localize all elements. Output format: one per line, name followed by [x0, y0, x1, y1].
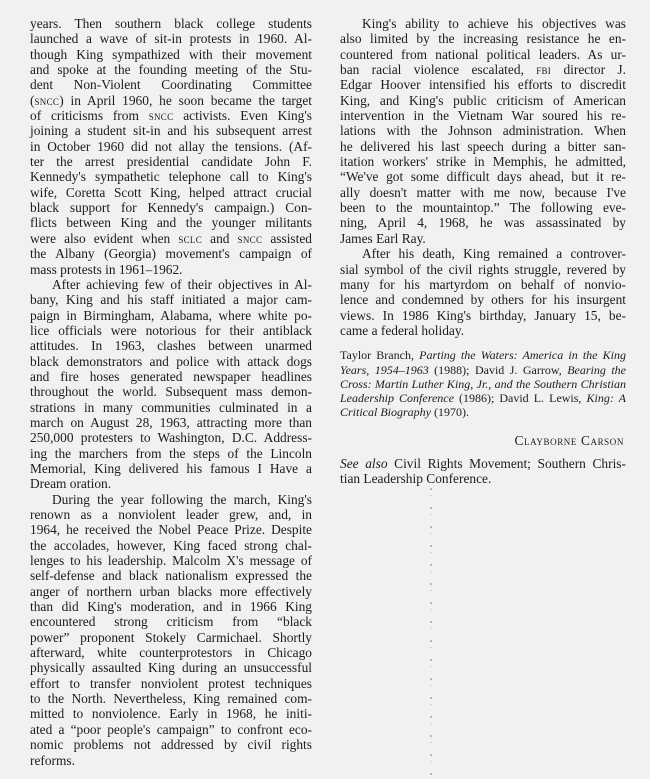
text-line: the Albany (Georgia) movement's campaign of — [30, 246, 312, 262]
text-line: ning, April 4, 1968, he was assassinated by — [340, 215, 626, 231]
text-line: black demonstrators and police with attack dogs — [30, 353, 312, 369]
left-column — [30, 16, 312, 768]
text-line: ally doesn't matter with me now, because I've — [340, 184, 626, 200]
see-also-line — [340, 456, 626, 471]
text-line: sial symbol of the civil rights struggle, revered by — [340, 261, 626, 277]
text-line: King, and King's public criticism of American — [340, 92, 626, 108]
text-line: years. Then southern black college students — [30, 16, 312, 31]
text-line: renown as a nonviolent leader grew, and, in — [30, 507, 312, 522]
acronym: sncc — [34, 92, 60, 108]
text-line: paign in Birmingham, Alabama, where white po- — [30, 307, 312, 323]
text-line: 250,000 protesters to Washington, D.C. Address- — [30, 430, 312, 446]
see-also-label: See also — [340, 456, 388, 472]
ref-author: (1986); David L. Lewis, — [453, 391, 587, 406]
text-line: 1964, he received the Nobel Peace Prize. Despite — [30, 522, 312, 538]
paragraph-start: After achieving few of their objectives in Al- — [52, 276, 312, 292]
text-line: ban racial violence escalated, fbi director J. — [340, 62, 626, 78]
text-line: mass protests in 1961–1962. — [30, 261, 183, 277]
text-line: bany, King and his staff initiated a major cam- — [30, 292, 312, 308]
text-line: attitudes. In 1963, clashes between unarmed — [30, 338, 312, 354]
text-line: countered from national political leaders. As ur- — [340, 46, 626, 62]
scan-artifact — [430, 488, 432, 779]
reference-line — [340, 377, 626, 391]
ref-title: Leadership Conference — [340, 391, 454, 406]
text-line: anger of northern urban blacks more effectively — [30, 583, 312, 599]
text-line: also limited by the increasing resistance he en- — [340, 31, 626, 47]
acronym: fbi — [536, 62, 552, 78]
text-line: views. In 1986 King's birthday, January 15, be- — [340, 307, 626, 323]
text-line: Edgar Hoover intensified his efforts to discredit — [340, 77, 626, 93]
text-line: lenges to his leadership. Malcolm X's message of — [30, 553, 312, 569]
ref-title: Bearing the — [567, 362, 626, 377]
ref-year: (1970). — [431, 405, 469, 420]
text-line: lations with the Johnson administration. When — [340, 123, 626, 139]
text-line: Memorial, King delivered his famous I Have a — [30, 460, 312, 476]
ref-title: King: A — [586, 391, 626, 406]
paragraph-start: After his death, King remained a controver- — [362, 246, 626, 262]
text-line: dent Non-Violent Coordinating Committee — [30, 77, 312, 93]
ref-title: Years, 1954–1963 — [340, 362, 429, 377]
reference-line — [340, 348, 626, 362]
text-line: ated a “poor people's campaign” to confront eco- — [30, 721, 312, 737]
text-line: and spoke at the founding meeting of the Stu- — [30, 62, 312, 78]
text-line: to the North. Nevertheless, King remained com- — [30, 691, 312, 707]
see-also-line: tian Leadership Conference. — [340, 471, 492, 487]
ref-title: Cross: Martin Luther King, Jr., and the Southern Christian — [340, 376, 626, 391]
text-line: nomic problems not addressed by civil rights — [30, 737, 312, 753]
text-line: joining a student sit-in and his subsequent arrest — [30, 123, 312, 139]
text-line: were also evident when sclc and sncc assisted — [30, 230, 312, 246]
text-line: strations in many communities culminated in a — [30, 399, 312, 415]
text-line: throughout the world. Subsequent mass demon- — [30, 384, 312, 400]
text-line: he delivered his last speech during a bitter san- — [340, 138, 626, 154]
acronym: sclc — [178, 230, 203, 246]
text-line: lice officials were notorious for their antiblack — [30, 322, 312, 338]
ref-author: Taylor Branch, — [340, 348, 420, 363]
text-line: intervention in the Vietnam War soured his re- — [340, 108, 626, 124]
text-line: Kennedy's sympathetic telephone call to King's — [30, 169, 312, 185]
text-line: in October 1960 did not allay the tensions. (Af- — [30, 138, 312, 154]
ref-title: Parting the Waters: America in the King — [419, 348, 626, 363]
text-line: power” proponent Stokely Carmichael. Shortly — [30, 629, 312, 645]
ref-title: Critical Biography — [340, 405, 431, 420]
text-line: James Earl Ray. — [340, 230, 426, 246]
paragraph-start: King's ability to achieve his objectives was — [362, 16, 626, 31]
text-line: march on August 28, 1963, attracting more than — [30, 414, 312, 430]
text-line: ter the arrest presidential candidate John F. — [30, 154, 312, 170]
text-line: reforms. — [30, 752, 75, 768]
text-line: though King sympathized with their movement — [30, 46, 312, 62]
text-line: (sncc) in April 1960, he soon became the target — [30, 92, 312, 108]
text-line: launched a wave of sit-in protests in 1960. Al- — [30, 31, 312, 47]
text-line: than did King's moderation, and in 1966 King — [30, 599, 312, 615]
text-line: of criticisms from sncc activists. Even King's — [30, 108, 312, 124]
text-line: effort to transfer nonviolent protest techniques — [30, 675, 312, 691]
text-line: wife, Coretta Scott King, helped attract crucial — [30, 184, 312, 200]
text-line: “We've got some difficult days ahead, but it re- — [340, 169, 626, 185]
see-also-links: Civil Rights Movement; Southern Chris- — [387, 456, 626, 472]
reference-line — [340, 363, 626, 377]
text-line: flicts between King and the younger militants — [30, 215, 312, 231]
text-line: the accolades, however, King faced strong chal- — [30, 537, 312, 553]
text-line: lence and condemned by others for his insurgent — [340, 292, 626, 308]
see-also — [340, 456, 626, 487]
ref-author: (1988); David J. Garrow, — [428, 362, 568, 377]
acronym: sncc — [148, 108, 174, 124]
paragraph-start: During the year following the march, King's — [52, 491, 312, 507]
acronym: sncc — [237, 230, 263, 246]
text-line: been to the mountaintop.” The following eve- — [340, 200, 626, 216]
text-line: self-defense and black nationalism expressed the — [30, 568, 312, 584]
text-line: afterward, white counterprotestors in Chicago — [30, 645, 312, 661]
right-column — [340, 16, 626, 487]
bibliography — [340, 348, 626, 419]
text-line: ing the marchers from the steps of the Lincoln — [30, 445, 312, 461]
text-line: and fire hoses generated newspaper headlines — [30, 368, 312, 384]
text-line: many for his martyrdom on behalf of nonvio- — [340, 276, 626, 292]
text-line: encountered strong criticism from “black — [30, 614, 312, 630]
text-line: physically assaulted King during an unsuccessful — [30, 660, 312, 676]
reference-line — [340, 391, 626, 405]
article-author: Clayborne Carson — [514, 432, 624, 448]
text-line: mitted to nonviolence. Early in 1968, he initi- — [30, 706, 312, 722]
text-line: came a federal holiday. — [340, 322, 465, 338]
text-line: black support for Kennedy's campaign.) Con- — [30, 200, 312, 216]
text-line: Dream oration. — [30, 476, 112, 492]
reference-line — [340, 405, 626, 419]
text-line: itation workers' strike in Memphis, he admitted, — [340, 154, 626, 170]
